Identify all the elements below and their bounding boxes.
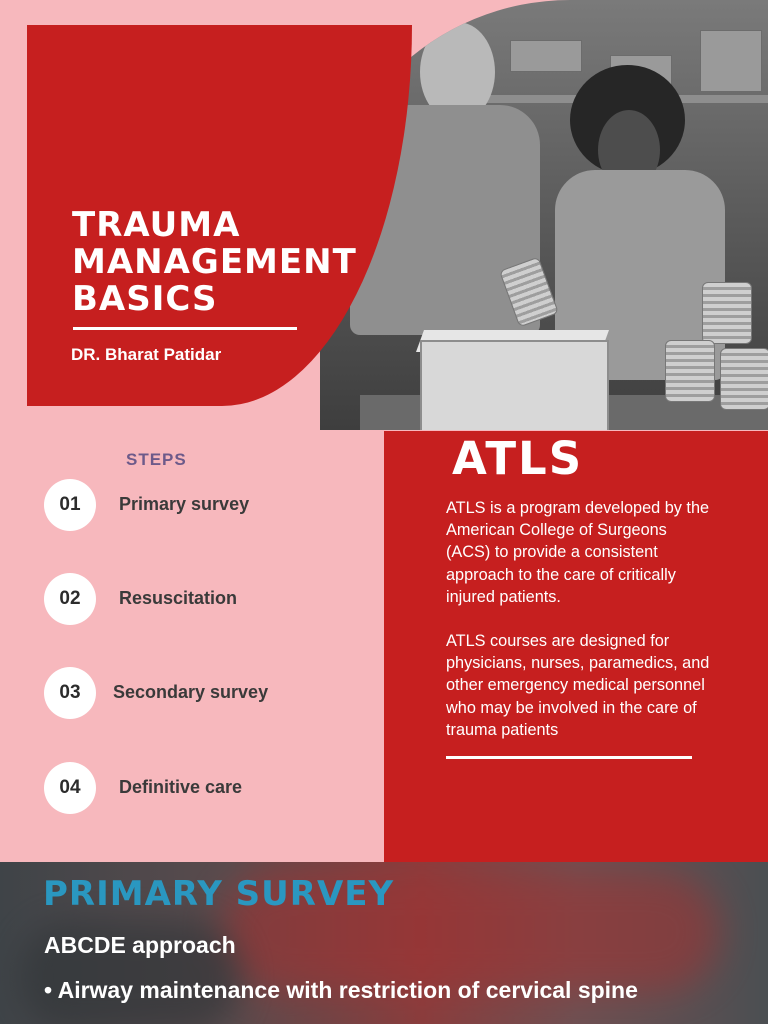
atls-title: ATLS [452, 432, 584, 485]
primary-survey-bullet: • Airway maintenance with restriction of cervical spine [44, 977, 638, 1003]
step-label: Primary survey [119, 494, 250, 514]
photo-can [702, 282, 752, 344]
atls-underline [446, 756, 692, 759]
step-label: Definitive care [119, 777, 243, 797]
primary-survey-title: PRIMARY SURVEY [43, 874, 395, 914]
atls-paragraph: ATLS is a program developed by the American College of Surgeons (ACS) to provide a consistent approach to the care of critically injured patients. [446, 499, 710, 606]
step-number-badge: 02 [44, 573, 96, 625]
photo-carton [420, 340, 609, 430]
step-label: Resuscitation [119, 588, 238, 608]
author-name: DR. Bharat Patidar [71, 345, 222, 364]
page-title: TRAUMA MANAGEMENT BASICS [72, 205, 357, 319]
primary-survey-subtitle: ABCDE approach [44, 932, 236, 958]
step-number-badge: 03 [44, 667, 96, 719]
title-underline [73, 327, 297, 330]
steps-heading: STEPS [126, 450, 187, 469]
step-number-badge: 04 [44, 762, 96, 814]
photo-can [665, 340, 715, 402]
atls-paragraph: ATLS courses are designed for physicians, nurses, paramedics, and other emergency medical personnel who may be involved in the care of trauma patients [446, 632, 710, 739]
photo-shelf-box [510, 40, 582, 72]
photo-shelf-box [700, 30, 762, 92]
photo-can [720, 348, 768, 410]
step-number-badge: 01 [44, 479, 96, 531]
step-label: Secondary survey [113, 682, 269, 702]
